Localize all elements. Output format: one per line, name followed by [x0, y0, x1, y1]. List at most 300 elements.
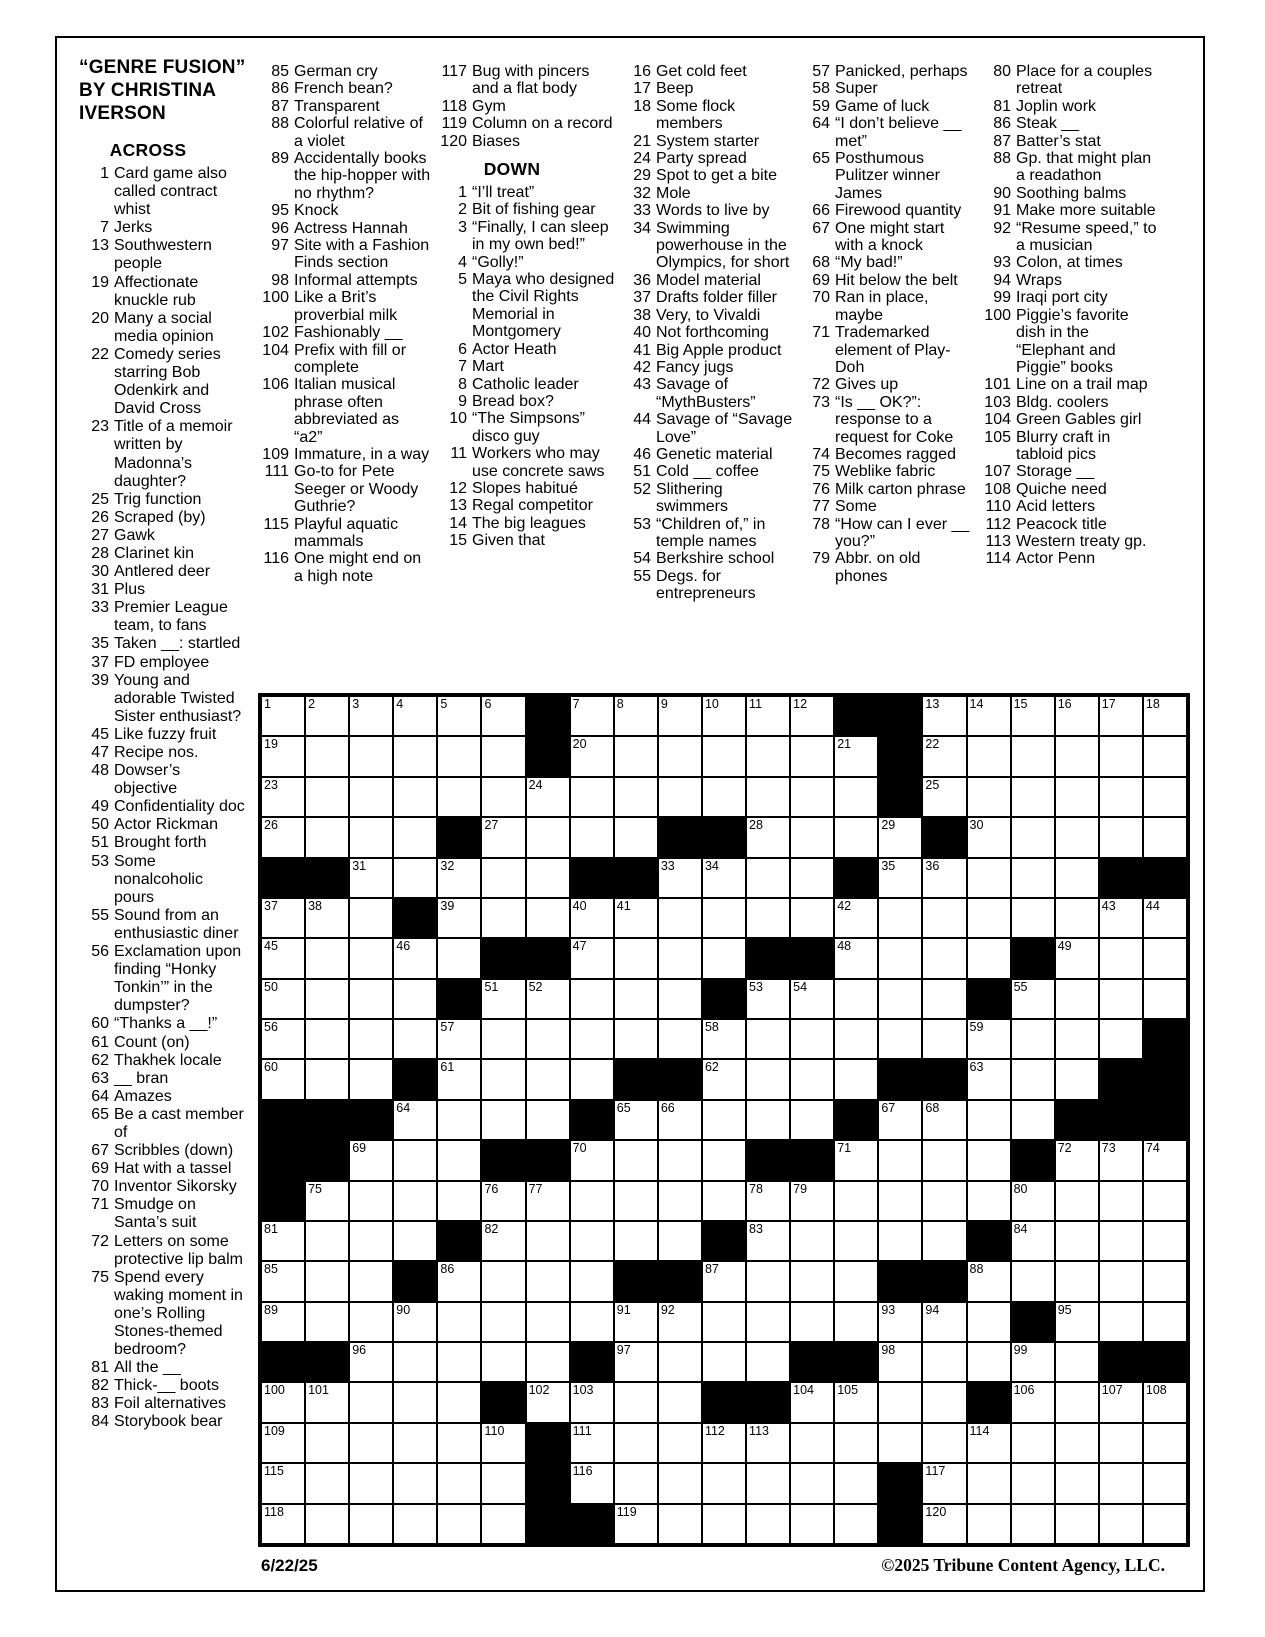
grid-cell[interactable]: [967, 736, 1011, 776]
grid-cell[interactable]: [922, 858, 966, 898]
grid-cell[interactable]: [526, 1181, 570, 1221]
grid-cell[interactable]: [481, 1221, 525, 1261]
grid-cell[interactable]: [614, 1504, 658, 1544]
grid-cell[interactable]: [658, 777, 702, 817]
grid-cell[interactable]: [1011, 696, 1055, 736]
grid-cell[interactable]: [305, 1261, 349, 1301]
grid-cell[interactable]: [702, 1059, 746, 1099]
grid-cell[interactable]: [746, 1504, 790, 1544]
grid-cell[interactable]: [790, 696, 834, 736]
grid-cell[interactable]: [526, 1221, 570, 1261]
grid-cell[interactable]: [570, 898, 614, 938]
grid-cell[interactable]: [481, 1100, 525, 1140]
grid-cell[interactable]: [481, 1059, 525, 1099]
grid-cell[interactable]: [261, 979, 305, 1019]
grid-cell[interactable]: [1143, 1382, 1187, 1422]
grid-cell[interactable]: [967, 1140, 1011, 1180]
grid-cell[interactable]: [526, 777, 570, 817]
grid-cell[interactable]: [1099, 1463, 1143, 1503]
grid-cell[interactable]: [746, 1302, 790, 1342]
grid-cell[interactable]: [526, 1019, 570, 1059]
grid-cell[interactable]: [614, 736, 658, 776]
grid-cell[interactable]: [1099, 736, 1143, 776]
grid-cell[interactable]: [393, 858, 437, 898]
grid-cell[interactable]: [481, 1019, 525, 1059]
grid-cell[interactable]: [1099, 777, 1143, 817]
grid-cell[interactable]: [305, 938, 349, 978]
grid-cell[interactable]: [967, 817, 1011, 857]
grid-cell[interactable]: [790, 777, 834, 817]
grid-cell[interactable]: [1011, 1504, 1055, 1544]
grid-cell[interactable]: [834, 736, 878, 776]
grid-cell[interactable]: [614, 1342, 658, 1382]
grid-cell[interactable]: [481, 1181, 525, 1221]
grid-cell[interactable]: [878, 938, 922, 978]
grid-cell[interactable]: [790, 979, 834, 1019]
grid-cell[interactable]: [614, 1100, 658, 1140]
grid-cell[interactable]: [790, 1382, 834, 1422]
grid-cell[interactable]: [967, 898, 1011, 938]
grid-cell[interactable]: [526, 1059, 570, 1099]
grid-cell[interactable]: [393, 1463, 437, 1503]
grid-cell[interactable]: [261, 898, 305, 938]
grid-cell[interactable]: [1011, 1221, 1055, 1261]
grid-cell[interactable]: [1099, 1181, 1143, 1221]
grid-cell[interactable]: [393, 1423, 437, 1463]
grid-cell[interactable]: [1055, 736, 1099, 776]
grid-cell[interactable]: [790, 1221, 834, 1261]
grid-cell[interactable]: [967, 858, 1011, 898]
grid-cell[interactable]: [481, 979, 525, 1019]
grid-cell[interactable]: [834, 777, 878, 817]
grid-cell[interactable]: [878, 898, 922, 938]
grid-cell[interactable]: [526, 979, 570, 1019]
grid-cell[interactable]: [790, 1019, 834, 1059]
grid-cell[interactable]: [790, 1181, 834, 1221]
grid-cell[interactable]: [1099, 1382, 1143, 1422]
grid-cell[interactable]: [878, 1019, 922, 1059]
grid-cell[interactable]: [393, 979, 437, 1019]
grid-cell[interactable]: [526, 1261, 570, 1301]
grid-cell[interactable]: [790, 1261, 834, 1301]
grid-cell[interactable]: [702, 777, 746, 817]
grid-cell[interactable]: [790, 817, 834, 857]
grid-cell[interactable]: [702, 938, 746, 978]
grid-cell[interactable]: [437, 1140, 481, 1180]
grid-cell[interactable]: [967, 1100, 1011, 1140]
grid-cell[interactable]: [261, 696, 305, 736]
grid-cell[interactable]: [1011, 1181, 1055, 1221]
grid-cell[interactable]: [922, 1423, 966, 1463]
grid-cell[interactable]: [570, 1302, 614, 1342]
grid-cell[interactable]: [1055, 1302, 1099, 1342]
grid-cell[interactable]: [1011, 1261, 1055, 1301]
grid-cell[interactable]: [261, 777, 305, 817]
grid-cell[interactable]: [349, 777, 393, 817]
grid-cell[interactable]: [481, 736, 525, 776]
grid-cell[interactable]: [614, 817, 658, 857]
grid-cell[interactable]: [702, 858, 746, 898]
grid-cell[interactable]: [702, 1463, 746, 1503]
grid-cell[interactable]: [481, 898, 525, 938]
grid-cell[interactable]: [1055, 777, 1099, 817]
grid-cell[interactable]: [746, 1181, 790, 1221]
grid-cell[interactable]: [305, 979, 349, 1019]
grid-cell[interactable]: [878, 1100, 922, 1140]
grid-cell[interactable]: [922, 736, 966, 776]
grid-cell[interactable]: [393, 1221, 437, 1261]
grid-cell[interactable]: [1099, 1019, 1143, 1059]
grid-cell[interactable]: [834, 1504, 878, 1544]
grid-cell[interactable]: [437, 1100, 481, 1140]
grid-cell[interactable]: [349, 1423, 393, 1463]
grid-cell[interactable]: [1055, 979, 1099, 1019]
grid-cell[interactable]: [658, 1302, 702, 1342]
grid-cell[interactable]: [526, 898, 570, 938]
grid-cell[interactable]: [305, 696, 349, 736]
grid-cell[interactable]: [1011, 817, 1055, 857]
grid-cell[interactable]: [878, 1382, 922, 1422]
grid-cell[interactable]: [349, 1059, 393, 1099]
grid-cell[interactable]: [261, 1221, 305, 1261]
grid-cell[interactable]: [658, 938, 702, 978]
grid-cell[interactable]: [305, 1181, 349, 1221]
grid-cell[interactable]: [481, 1504, 525, 1544]
grid-cell[interactable]: [526, 1382, 570, 1422]
grid-cell[interactable]: [658, 898, 702, 938]
grid-cell[interactable]: [702, 1423, 746, 1463]
grid-cell[interactable]: [1055, 1221, 1099, 1261]
grid-cell[interactable]: [349, 1019, 393, 1059]
grid-cell[interactable]: [393, 1342, 437, 1382]
grid-cell[interactable]: [1099, 696, 1143, 736]
grid-cell[interactable]: [614, 1221, 658, 1261]
grid-cell[interactable]: [570, 1423, 614, 1463]
grid-cell[interactable]: [878, 1302, 922, 1342]
grid-cell[interactable]: [393, 1140, 437, 1180]
grid-cell[interactable]: [834, 1261, 878, 1301]
grid-cell[interactable]: [1099, 1221, 1143, 1261]
grid-cell[interactable]: [393, 938, 437, 978]
grid-cell[interactable]: [834, 1302, 878, 1342]
grid-cell[interactable]: [1011, 1019, 1055, 1059]
grid-cell[interactable]: [790, 1302, 834, 1342]
grid-cell[interactable]: [526, 858, 570, 898]
grid-cell[interactable]: [746, 1059, 790, 1099]
grid-cell[interactable]: [349, 1140, 393, 1180]
grid-cell[interactable]: [349, 1342, 393, 1382]
grid-cell[interactable]: [393, 1504, 437, 1544]
grid-cell[interactable]: [790, 1423, 834, 1463]
grid-cell[interactable]: [746, 1221, 790, 1261]
grid-cell[interactable]: [967, 1504, 1011, 1544]
grid-cell[interactable]: [967, 1059, 1011, 1099]
grid-cell[interactable]: [437, 1181, 481, 1221]
grid-cell[interactable]: [1011, 1423, 1055, 1463]
grid-cell[interactable]: [790, 1504, 834, 1544]
grid-cell[interactable]: [1011, 777, 1055, 817]
grid-cell[interactable]: [570, 736, 614, 776]
grid-cell[interactable]: [614, 938, 658, 978]
grid-cell[interactable]: [658, 1019, 702, 1059]
grid-cell[interactable]: [1143, 1140, 1187, 1180]
grid-cell[interactable]: [878, 979, 922, 1019]
grid-cell[interactable]: [570, 938, 614, 978]
grid-cell[interactable]: [261, 736, 305, 776]
grid-cell[interactable]: [349, 938, 393, 978]
grid-cell[interactable]: [481, 1463, 525, 1503]
grid-cell[interactable]: [481, 1423, 525, 1463]
grid-cell[interactable]: [526, 1100, 570, 1140]
grid-cell[interactable]: [922, 938, 966, 978]
grid-cell[interactable]: [834, 817, 878, 857]
grid-cell[interactable]: [614, 1019, 658, 1059]
grid-cell[interactable]: [437, 1423, 481, 1463]
grid-cell[interactable]: [746, 898, 790, 938]
grid-cell[interactable]: [967, 1261, 1011, 1301]
grid-cell[interactable]: [1143, 1221, 1187, 1261]
grid-cell[interactable]: [614, 1423, 658, 1463]
grid-cell[interactable]: [437, 1302, 481, 1342]
grid-cell[interactable]: [834, 979, 878, 1019]
grid-cell[interactable]: [1011, 858, 1055, 898]
grid-cell[interactable]: [437, 938, 481, 978]
grid-cell[interactable]: [349, 1504, 393, 1544]
grid-cell[interactable]: [614, 696, 658, 736]
grid-cell[interactable]: [305, 1302, 349, 1342]
grid-cell[interactable]: [1099, 1261, 1143, 1301]
grid-cell[interactable]: [922, 1019, 966, 1059]
grid-cell[interactable]: [305, 1463, 349, 1503]
grid-cell[interactable]: [305, 736, 349, 776]
grid-cell[interactable]: [658, 1382, 702, 1422]
grid-cell[interactable]: [261, 1261, 305, 1301]
grid-cell[interactable]: [922, 1504, 966, 1544]
grid-cell[interactable]: [1143, 736, 1187, 776]
grid-cell[interactable]: [570, 1059, 614, 1099]
grid-cell[interactable]: [834, 1423, 878, 1463]
grid-cell[interactable]: [658, 1181, 702, 1221]
grid-cell[interactable]: [922, 1100, 966, 1140]
grid-cell[interactable]: [393, 1100, 437, 1140]
grid-cell[interactable]: [967, 777, 1011, 817]
grid-cell[interactable]: [570, 817, 614, 857]
grid-cell[interactable]: [878, 1342, 922, 1382]
grid-cell[interactable]: [658, 696, 702, 736]
grid-cell[interactable]: [746, 979, 790, 1019]
grid-cell[interactable]: [1055, 938, 1099, 978]
grid-cell[interactable]: [481, 858, 525, 898]
grid-cell[interactable]: [570, 1019, 614, 1059]
grid-cell[interactable]: [967, 1019, 1011, 1059]
grid-cell[interactable]: [1143, 1261, 1187, 1301]
grid-cell[interactable]: [349, 1221, 393, 1261]
grid-cell[interactable]: [1055, 898, 1099, 938]
grid-cell[interactable]: [1055, 1382, 1099, 1422]
grid-cell[interactable]: [570, 777, 614, 817]
grid-cell[interactable]: [349, 1302, 393, 1342]
grid-cell[interactable]: [261, 817, 305, 857]
grid-cell[interactable]: [261, 1382, 305, 1422]
grid-cell[interactable]: [437, 898, 481, 938]
grid-cell[interactable]: [437, 696, 481, 736]
grid-cell[interactable]: [261, 1504, 305, 1544]
grid-cell[interactable]: [349, 736, 393, 776]
grid-cell[interactable]: [702, 1140, 746, 1180]
grid-cell[interactable]: [261, 938, 305, 978]
grid-cell[interactable]: [1099, 1140, 1143, 1180]
grid-cell[interactable]: [261, 1302, 305, 1342]
grid-cell[interactable]: [305, 1382, 349, 1422]
grid-cell[interactable]: [481, 696, 525, 736]
grid-cell[interactable]: [261, 1059, 305, 1099]
grid-cell[interactable]: [1099, 938, 1143, 978]
grid-cell[interactable]: [702, 1019, 746, 1059]
grid-cell[interactable]: [702, 898, 746, 938]
grid-cell[interactable]: [1143, 1181, 1187, 1221]
grid-cell[interactable]: [746, 777, 790, 817]
grid-cell[interactable]: [1143, 1504, 1187, 1544]
grid-cell[interactable]: [614, 1302, 658, 1342]
grid-cell[interactable]: [658, 736, 702, 776]
grid-cell[interactable]: [261, 1019, 305, 1059]
grid-cell[interactable]: [967, 1342, 1011, 1382]
grid-cell[interactable]: [967, 1302, 1011, 1342]
grid-cell[interactable]: [922, 979, 966, 1019]
grid-cell[interactable]: [702, 1302, 746, 1342]
grid-cell[interactable]: [967, 938, 1011, 978]
grid-cell[interactable]: [526, 1342, 570, 1382]
grid-cell[interactable]: [878, 1181, 922, 1221]
grid-cell[interactable]: [922, 1302, 966, 1342]
grid-cell[interactable]: [658, 858, 702, 898]
grid-cell[interactable]: [437, 1059, 481, 1099]
grid-cell[interactable]: [790, 858, 834, 898]
grid-cell[interactable]: [878, 1221, 922, 1261]
grid-cell[interactable]: [834, 1463, 878, 1503]
grid-cell[interactable]: [437, 1463, 481, 1503]
grid-cell[interactable]: [878, 858, 922, 898]
grid-cell[interactable]: [1143, 938, 1187, 978]
grid-cell[interactable]: [481, 1261, 525, 1301]
grid-cell[interactable]: [834, 1221, 878, 1261]
grid-cell[interactable]: [614, 979, 658, 1019]
grid-cell[interactable]: [570, 1382, 614, 1422]
grid-cell[interactable]: [349, 1181, 393, 1221]
grid-cell[interactable]: [1099, 817, 1143, 857]
grid-cell[interactable]: [967, 1181, 1011, 1221]
grid-cell[interactable]: [305, 1019, 349, 1059]
grid-cell[interactable]: [526, 1302, 570, 1342]
grid-cell[interactable]: [614, 1140, 658, 1180]
grid-cell[interactable]: [1143, 979, 1187, 1019]
grid-cell[interactable]: [702, 1342, 746, 1382]
grid-cell[interactable]: [922, 1382, 966, 1422]
grid-cell[interactable]: [614, 777, 658, 817]
grid-cell[interactable]: [658, 1140, 702, 1180]
grid-cell[interactable]: [1143, 696, 1187, 736]
grid-cell[interactable]: [1055, 1423, 1099, 1463]
grid-cell[interactable]: [1055, 1059, 1099, 1099]
grid-cell[interactable]: [746, 696, 790, 736]
grid-cell[interactable]: [393, 817, 437, 857]
grid-cell[interactable]: [702, 696, 746, 736]
grid-cell[interactable]: [1099, 898, 1143, 938]
grid-cell[interactable]: [658, 1342, 702, 1382]
grid-cell[interactable]: [922, 1221, 966, 1261]
grid-cell[interactable]: [1055, 858, 1099, 898]
grid-cell[interactable]: [746, 1463, 790, 1503]
grid-cell[interactable]: [834, 1059, 878, 1099]
grid-cell[interactable]: [570, 979, 614, 1019]
grid-cell[interactable]: [922, 1181, 966, 1221]
grid-cell[interactable]: [481, 817, 525, 857]
grid-cell[interactable]: [437, 777, 481, 817]
grid-cell[interactable]: [834, 1181, 878, 1221]
grid-cell[interactable]: [790, 736, 834, 776]
grid-cell[interactable]: [746, 736, 790, 776]
grid-cell[interactable]: [305, 817, 349, 857]
grid-cell[interactable]: [1055, 1140, 1099, 1180]
grid-cell[interactable]: [922, 1463, 966, 1503]
grid-cell[interactable]: [261, 1423, 305, 1463]
grid-cell[interactable]: [658, 1423, 702, 1463]
grid-cell[interactable]: [570, 1261, 614, 1301]
grid-cell[interactable]: [746, 1019, 790, 1059]
grid-cell[interactable]: [349, 1463, 393, 1503]
grid-cell[interactable]: [702, 1261, 746, 1301]
grid-cell[interactable]: [349, 1382, 393, 1422]
grid-cell[interactable]: [922, 696, 966, 736]
grid-cell[interactable]: [834, 1019, 878, 1059]
grid-cell[interactable]: [922, 1140, 966, 1180]
grid-cell[interactable]: [305, 1504, 349, 1544]
grid-cell[interactable]: [481, 1302, 525, 1342]
grid-cell[interactable]: [393, 1181, 437, 1221]
grid-cell[interactable]: [1011, 979, 1055, 1019]
grid-cell[interactable]: [658, 1100, 702, 1140]
grid-cell[interactable]: [570, 1463, 614, 1503]
grid-cell[interactable]: [349, 817, 393, 857]
grid-cell[interactable]: [746, 817, 790, 857]
grid-cell[interactable]: [746, 1100, 790, 1140]
grid-cell[interactable]: [393, 1302, 437, 1342]
grid-cell[interactable]: [790, 898, 834, 938]
grid-cell[interactable]: [1099, 1302, 1143, 1342]
grid-cell[interactable]: [305, 1423, 349, 1463]
grid-cell[interactable]: [437, 1342, 481, 1382]
grid-cell[interactable]: [570, 696, 614, 736]
grid-cell[interactable]: [658, 1504, 702, 1544]
grid-cell[interactable]: [305, 898, 349, 938]
grid-cell[interactable]: [1143, 1302, 1187, 1342]
grid-cell[interactable]: [614, 1181, 658, 1221]
grid-cell[interactable]: [437, 736, 481, 776]
grid-cell[interactable]: [702, 1100, 746, 1140]
grid-cell[interactable]: [1143, 898, 1187, 938]
grid-cell[interactable]: [1099, 1504, 1143, 1544]
grid-cell[interactable]: [1055, 1342, 1099, 1382]
grid-cell[interactable]: [393, 777, 437, 817]
grid-cell[interactable]: [834, 898, 878, 938]
grid-cell[interactable]: [834, 1140, 878, 1180]
grid-cell[interactable]: [658, 979, 702, 1019]
grid-cell[interactable]: [922, 777, 966, 817]
grid-cell[interactable]: [1011, 736, 1055, 776]
grid-cell[interactable]: [349, 858, 393, 898]
grid-cell[interactable]: [1011, 1463, 1055, 1503]
grid-cell[interactable]: [834, 1382, 878, 1422]
